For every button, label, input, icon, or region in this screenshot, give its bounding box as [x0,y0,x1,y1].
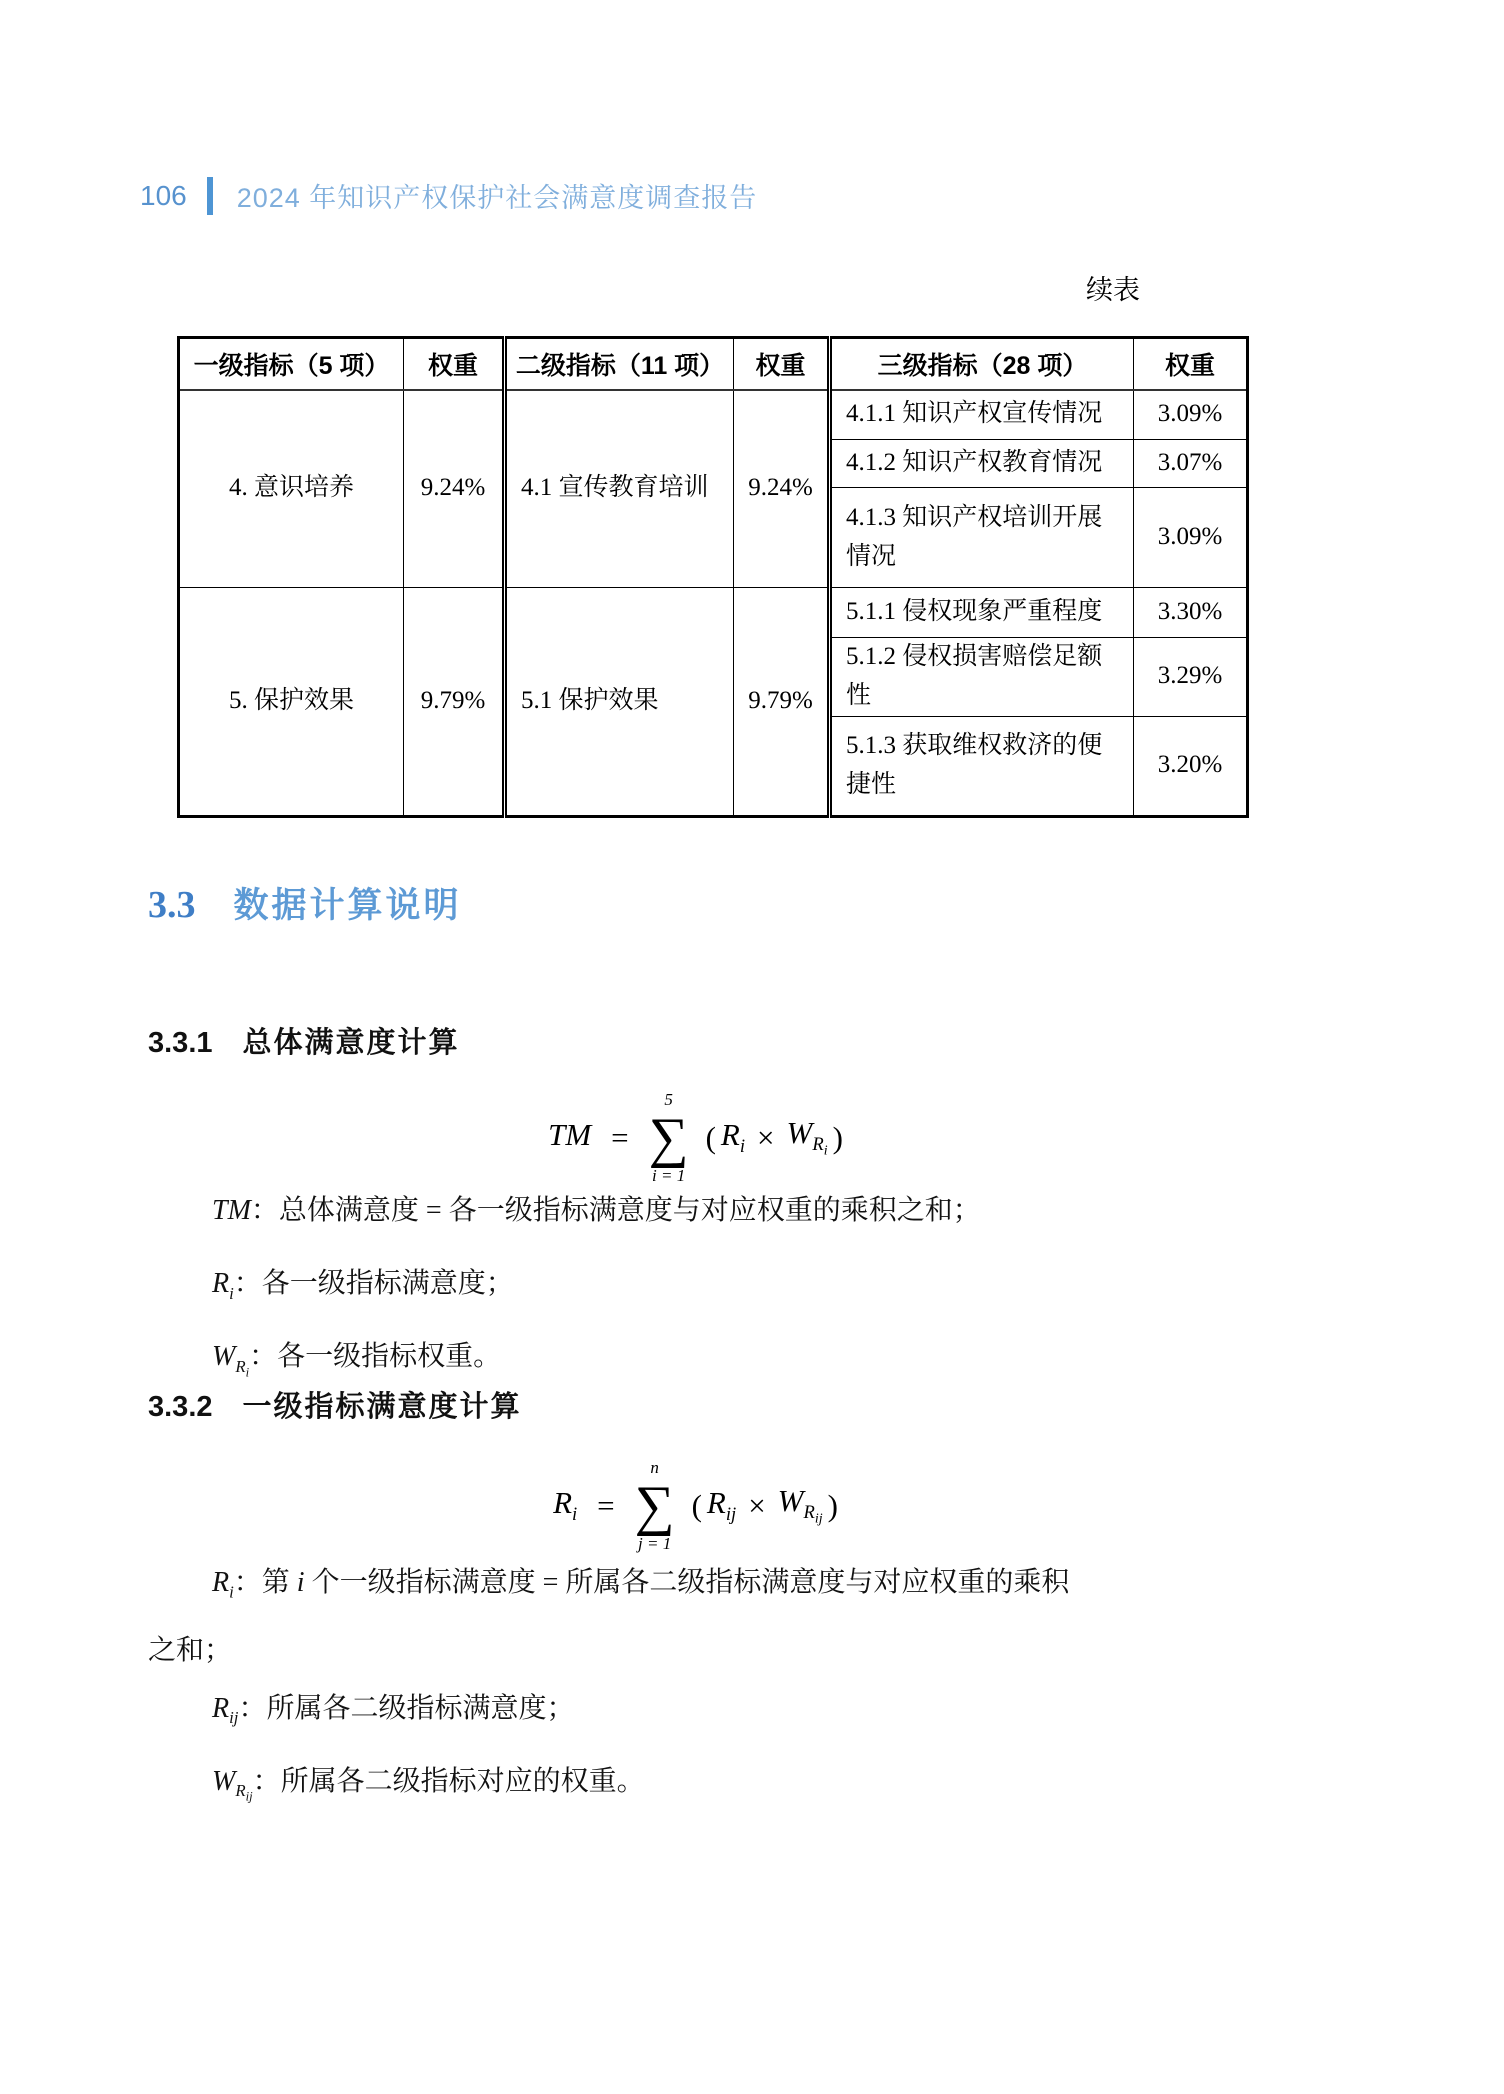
col-header-level2: 二级指标（11 项） [505,338,734,390]
formula-var-r: $R_i$ [720,1116,746,1158]
close-paren: ) [827,1487,838,1523]
definition-text: ：各一级指标满意度； [233,1267,514,1299]
level3-weight-cell: 3.09% [1134,488,1248,588]
definition-line [148,1688,1378,1745]
definition-text: ：所属各二级指标对应的权重。 [252,1765,645,1797]
sum-lower-limit: j = 1 [638,1533,672,1553]
level1-indicator-cell: 5. 保护效果 [179,588,404,817]
table-row [179,390,1248,440]
math-term: $R_{ij}$ [212,1692,239,1728]
equals-sign: = [611,1119,629,1155]
level3-indicator-cell: 5.1.3 获取维权救济的便捷性 [830,716,1134,816]
level3-indicator-cell: 4.1.1 知识产权宣传情况 [830,390,1134,440]
indicator-weight-table [177,336,1249,818]
report-title: 2024 年知识产权保护社会满意度调查报告 [236,183,758,213]
close-paren: ) [832,1119,843,1155]
level3-indicator-cell: 4.1.2 知识产权教育情况 [830,440,1134,488]
header-divider-bar [207,177,213,215]
level2-indicator-cell: 4.1 宣传教育培训 [505,390,734,588]
formula-lhs: $R_i$ [553,1484,578,1526]
section-title: 数据计算说明 [233,886,462,925]
level3-weight-cell: 3.29% [1134,638,1248,717]
level3-indicator-cell: 5.1.2 侵权损害赔偿足额性 [830,638,1134,717]
level1-weight-cell: 9.79% [404,588,505,817]
sum-upper-limit: 5 [664,1090,673,1109]
definitions-332 [148,1562,1378,1834]
formula-level1-satisfaction [148,1458,1248,1553]
definition-text: ：总体满意度 = 各一级指标满意度与对应权重的乘积之和； [250,1195,981,1226]
math-term: $R_i$ [212,1267,234,1303]
equals-sign: = [597,1487,615,1523]
definition-text: 个一级指标满意度 = 所属各二级指标满意度与对应权重的乘积 [304,1567,1070,1598]
level2-weight-cell: 9.24% [734,390,830,588]
definition-line [148,1190,1378,1247]
definition-line [148,1263,1378,1320]
level3-weight-cell: 3.07% [1134,440,1248,488]
formula-var-w: $W_{R_{ij}}$ [777,1483,823,1527]
sum-lower-limit: i = 1 [652,1165,686,1185]
level3-indicator-cell: 4.1.3 知识产权培训开展情况 [830,488,1134,588]
level3-weight-cell: 3.20% [1134,716,1248,816]
definitions-331 [148,1190,1378,1409]
subsection-title: 总体满意度计算 [242,1027,460,1059]
definition-text: ：第 [233,1567,297,1598]
formula-var-w: $W_{R_i}$ [786,1115,828,1159]
definition-text: ：所属各二级指标满意度； [238,1692,575,1724]
summation-operator [649,1090,689,1185]
level3-weight-cell: 3.30% [1134,588,1248,638]
definition-text: ：各一级指标权重。 [249,1340,502,1372]
multiply-sign: × [748,1487,766,1523]
sigma-icon: ∑ [634,1474,675,1537]
math-term: TM [212,1195,251,1226]
sigma-icon: ∑ [648,1106,689,1169]
page-number: 106 [140,179,187,211]
subsection-number: 3.3.1 [148,1027,213,1059]
section-heading [148,878,462,928]
col-header-weight1: 权重 [404,338,505,390]
col-header-weight2: 权重 [734,338,830,390]
math-term: $R_i$ [212,1567,234,1602]
col-header-level3: 三级指标（28 项） [830,338,1134,390]
level2-indicator-cell: 5.1 保护效果 [505,588,734,817]
level3-weight-cell: 3.09% [1134,390,1248,440]
subsection-number: 3.3.2 [148,1391,213,1423]
table-header-row [179,338,1248,390]
subsection-heading-332 [148,1384,522,1425]
level1-weight-cell: 9.24% [404,390,505,588]
definition-text: 之和； [148,1634,233,1666]
subsection-heading-331 [148,1020,460,1061]
math-term: $W_{R_i}$ [212,1340,250,1379]
table-continuation-label: 续表 [1086,275,1140,305]
definition-line-wrap [148,1630,1378,1672]
formula-lhs: TM [548,1116,592,1152]
definition-line [148,1562,1378,1614]
sum-upper-limit: n [650,1458,659,1477]
index-variable: i [296,1567,305,1598]
formula-var-r: $R_{ij}$ [706,1484,737,1526]
page-running-header [140,176,757,215]
section-number: 3.3 [148,884,196,926]
col-header-weight3: 权重 [1134,338,1248,390]
col-header-level1: 一级指标（5 项） [179,338,404,390]
math-term: $W_{R_{ij}}$ [212,1765,253,1804]
open-paren: ( [705,1119,716,1155]
definition-line [148,1761,1378,1818]
level1-indicator-cell: 4. 意识培养 [179,390,404,588]
level3-indicator-cell: 5.1.1 侵权现象严重程度 [830,588,1134,638]
open-paren: ( [691,1487,702,1523]
level2-weight-cell: 9.79% [734,588,830,817]
table-row [179,588,1248,638]
formula-total-satisfaction [148,1090,1248,1185]
subsection-title: 一级指标满意度计算 [242,1391,522,1423]
summation-operator [635,1458,675,1553]
multiply-sign: × [757,1119,775,1155]
